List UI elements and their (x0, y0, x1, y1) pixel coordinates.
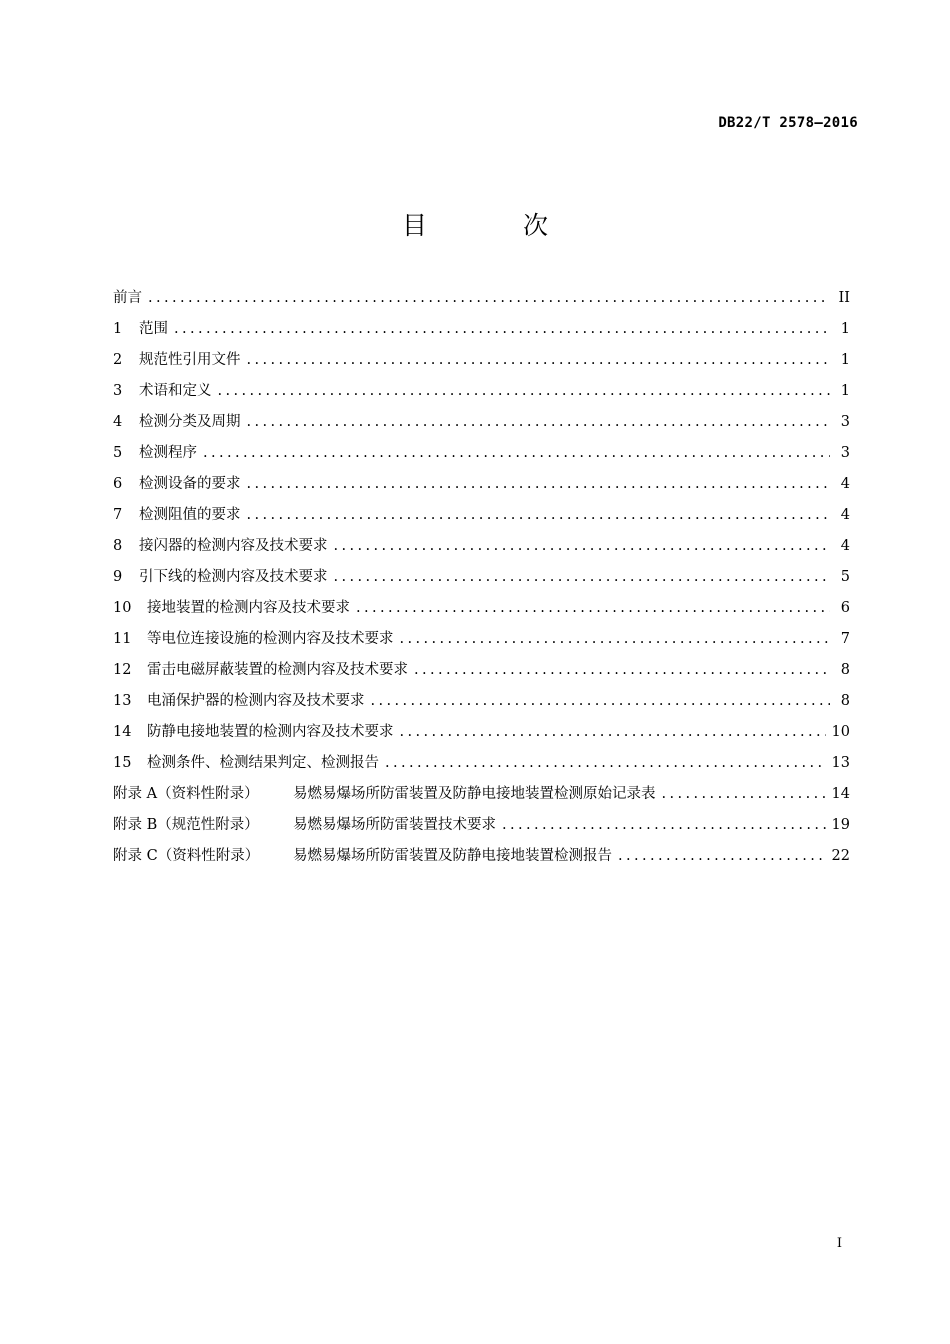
toc-entry-text: 检测条件、检测结果判定、检测报告 (147, 755, 379, 771)
toc-leader-dots (334, 562, 831, 593)
toc-entry-page: 13 (831, 755, 850, 771)
toc-entry-page: 10 (831, 724, 850, 740)
toc-entry-number: 15 (113, 755, 132, 771)
toc-entry-number: 9 (113, 569, 123, 585)
toc-entry-page: 14 (831, 786, 850, 802)
toc-leader-dots (247, 345, 831, 376)
toc-entry-page: 5 (840, 569, 850, 585)
toc-entry-1[interactable] (113, 314, 850, 345)
toc-entry-10[interactable] (113, 593, 850, 624)
toc-leader-dots (218, 376, 831, 407)
toc-entry-11[interactable] (113, 624, 850, 655)
toc-leader-dots (334, 531, 831, 562)
toc-entry-text: 易燃易爆场所防雷装置技术要求 (293, 817, 496, 833)
toc-entry-number: 14 (113, 724, 132, 740)
toc-entry-number: 7 (113, 507, 123, 523)
toc-entry-text: 雷击电磁屏蔽装置的检测内容及技术要求 (147, 662, 408, 678)
toc-entry-8[interactable] (113, 531, 850, 562)
toc-entry-number: 4 (113, 414, 123, 430)
toc-entry-4[interactable] (113, 407, 850, 438)
toc-entry-15[interactable] (113, 748, 850, 779)
toc-entry-page: 19 (831, 817, 850, 833)
toc-entry-7[interactable] (113, 500, 850, 531)
toc-entry-number: 11 (113, 631, 132, 647)
document-id: DB22/T 2578—2016 (718, 115, 858, 131)
toc-entry-text: 检测阻值的要求 (139, 507, 241, 523)
toc-leader-dots (247, 500, 831, 531)
toc-entry-page: 3 (840, 445, 850, 461)
toc-entry-number: 12 (113, 662, 132, 678)
toc-entry-page: 7 (840, 631, 850, 647)
toc-entry-number: 5 (113, 445, 123, 461)
toc-entry-page: 8 (840, 693, 850, 709)
toc-entry-page: 4 (840, 476, 850, 492)
toc-entry-annex-a[interactable] (113, 779, 850, 810)
toc-entry-6[interactable] (113, 469, 850, 500)
toc-entry-page: 1 (840, 383, 850, 399)
toc-leader-dots (400, 717, 826, 748)
toc-leader-dots (400, 624, 831, 655)
toc-leader-dots (414, 655, 830, 686)
toc-leader-dots (203, 438, 830, 469)
toc-list (113, 283, 850, 872)
toc-entry-5[interactable] (113, 438, 850, 469)
toc-entry-12[interactable] (113, 655, 850, 686)
toc-leader-dots (356, 593, 830, 624)
toc-entry-number: 2 (113, 352, 123, 368)
toc-leader-dots (247, 469, 831, 500)
toc-entry-annex-b[interactable] (113, 810, 850, 841)
toc-entry-3[interactable] (113, 376, 850, 407)
toc-entry-page: 1 (840, 321, 850, 337)
toc-entry-number: 3 (113, 383, 123, 399)
toc-leader-dots (662, 779, 826, 810)
toc-title: 目 次 (402, 211, 592, 240)
toc-entry-page: 22 (831, 848, 850, 864)
toc-entry-page: 3 (840, 414, 850, 430)
toc-entry-text: 引下线的检测内容及技术要求 (139, 569, 328, 585)
toc-leader-dots (502, 810, 826, 841)
toc-leader-dots (247, 407, 831, 438)
toc-entry-text: 防静电接地装置的检测内容及技术要求 (147, 724, 394, 740)
toc-entry-text: 术语和定义 (139, 383, 212, 399)
toc-entry-text: 电涌保护器的检测内容及技术要求 (147, 693, 365, 709)
toc-entry-text: 前言 (113, 290, 142, 306)
toc-entry-text: 易燃易爆场所防雷装置及防静电接地装置检测报告 (293, 848, 612, 864)
toc-entry-13[interactable] (113, 686, 850, 717)
toc-entry-text: 检测程序 (139, 445, 197, 461)
toc-entry-number: 6 (113, 476, 123, 492)
toc-entry-9[interactable] (113, 562, 850, 593)
toc-leader-dots (385, 748, 826, 779)
toc-entry-2[interactable] (113, 345, 850, 376)
toc-entry-page: 6 (840, 600, 850, 616)
toc-entry-number: 10 (113, 600, 132, 616)
toc-entry-number: 13 (113, 693, 132, 709)
toc-entry-number: 1 (113, 321, 123, 337)
toc-leader-dots (618, 841, 826, 872)
toc-entry-text: 检测设备的要求 (139, 476, 241, 492)
toc-entry-page: 8 (840, 662, 850, 678)
toc-leader-dots (174, 314, 830, 345)
toc-entry-page: II (838, 290, 850, 306)
toc-entry-foreword[interactable] (113, 283, 850, 314)
toc-entry-text: 接闪器的检测内容及技术要求 (139, 538, 328, 554)
toc-entry-text: 接地装置的检测内容及技术要求 (147, 600, 350, 616)
toc-entry-page: 4 (840, 507, 850, 523)
toc-entry-page: 1 (840, 352, 850, 368)
toc-entry-number: 8 (113, 538, 123, 554)
toc-entry-text: 范围 (139, 321, 168, 337)
page-number: I (836, 1236, 842, 1251)
toc-entry-text: 易燃易爆场所防雷装置及防静电接地装置检测原始记录表 (293, 786, 656, 802)
toc-entry-text: 检测分类及周期 (139, 414, 241, 430)
toc-leader-dots (148, 283, 830, 314)
toc-entry-number: 附录 A（资料性附录） (113, 786, 259, 802)
toc-entry-number: 附录 C（资料性附录） (113, 848, 260, 864)
toc-leader-dots (371, 686, 831, 717)
toc-entry-text: 规范性引用文件 (139, 352, 241, 368)
toc-entry-page: 4 (840, 538, 850, 554)
toc-entry-text: 等电位连接设施的检测内容及技术要求 (147, 631, 394, 647)
toc-entry-annex-c[interactable] (113, 841, 850, 872)
toc-entry-number: 附录 B（规范性附录） (113, 817, 259, 833)
toc-entry-14[interactable] (113, 717, 850, 748)
